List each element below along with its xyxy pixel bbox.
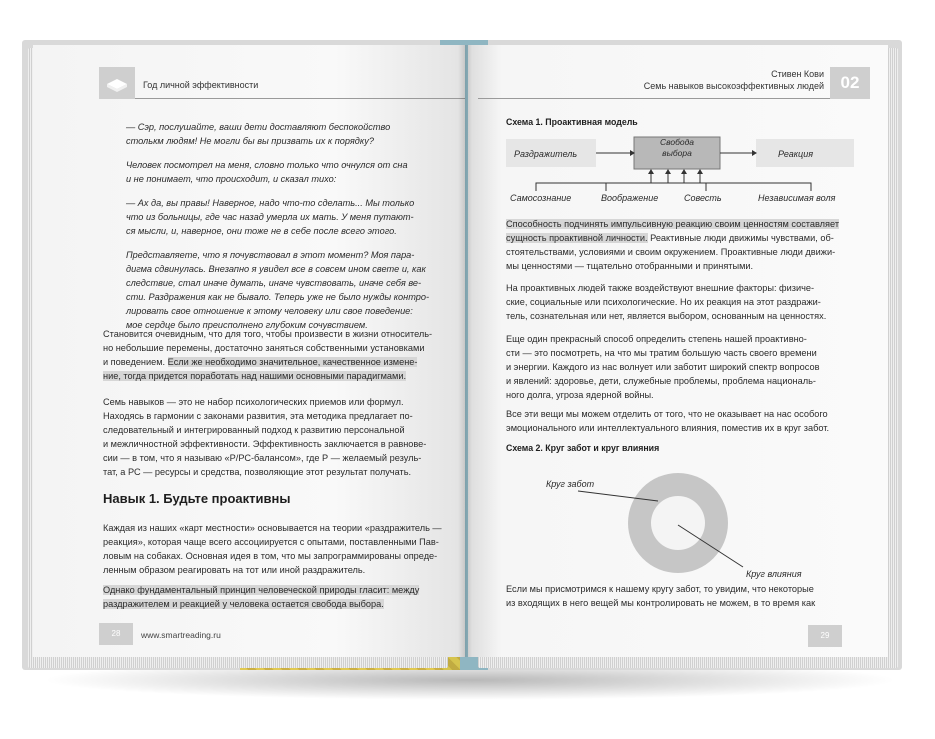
quote-line: столькм людям! Не могли бы вы призвать их к порядку? xyxy=(126,136,374,146)
text-line: Находясь в гармонии с законами развития, эта методика предлагает по- xyxy=(103,411,413,421)
paragraph-2 xyxy=(103,395,458,479)
circle-of-influence xyxy=(651,496,705,550)
left-page xyxy=(33,45,465,657)
outer-circle-label: Круг забот xyxy=(546,479,595,489)
arrow-head xyxy=(665,169,671,174)
text-line: ного долга, угроза ядерной войны. xyxy=(506,390,654,400)
quote-line: и не понимает, что происходит, и сказал тихо: xyxy=(126,174,337,184)
quote-line: ся мысли, и, наверное, они тоже не в себе после всего этого. xyxy=(126,226,397,236)
scheme-independent-will: Независимая воля xyxy=(758,193,836,203)
page-number: 29 xyxy=(808,625,842,647)
quote-block xyxy=(126,120,456,332)
header-title: Семь навыков высокоэффективных людей xyxy=(643,81,824,91)
highlighted-text: Однако фундаментальный принцип человеческой природы гласит: между xyxy=(103,585,420,595)
header-rule xyxy=(135,98,465,99)
text-line: Каждая из наших «карт местности» основывается на теории «раздражитель — xyxy=(103,523,442,533)
arrow-head xyxy=(648,169,654,174)
highlighted-text: раздражителем и реакцией у человека остается свобода выбора. xyxy=(103,599,384,609)
chapter-number: 02 xyxy=(830,67,870,99)
choice-line: Свобода xyxy=(659,137,695,147)
scheme-2-title: Схема 2. Круг забот и круг влияния xyxy=(506,443,660,453)
quote-line: — Ах да, вы правы! Наверное, надо что-то сделать... Мы только xyxy=(126,198,415,208)
text-line: тель, сознательная или нет, является выбором, основанным на ценностях. xyxy=(506,311,827,321)
paragraph-4 xyxy=(103,583,458,611)
header-author: Стивен Кови xyxy=(771,69,824,79)
page-number: 28 xyxy=(99,623,133,645)
paragraph-3 xyxy=(506,332,866,402)
right-page xyxy=(468,45,888,657)
footer-url: www.smartreading.ru xyxy=(141,630,221,640)
highlighted-text: сущность проактивной личности. xyxy=(506,233,648,243)
quote-line: дигма сдвинулась. Внезапно я увидел все в совсем ином свете и, как xyxy=(126,264,426,274)
arrow-head xyxy=(697,169,703,174)
scheme-stimulus-label: Раздражитель xyxy=(514,149,578,159)
quote-line: сти. Раздражения как не бывало. Теперь уже не было нужды контро- xyxy=(126,292,430,302)
text-line: Становится очевидным, что для того, чтобы произвести в жизни относитель- xyxy=(103,329,433,339)
book-icon xyxy=(99,67,135,99)
text-line: реакция», которая чаще всего ассоциируется с опытами, поставленными Пав- xyxy=(103,537,439,547)
text-line: и явлений: здоровье, дети, служебные проблемы, проблема националь- xyxy=(506,376,816,386)
text-line: Еще один прекрасный способ определить степень нашей проактивно- xyxy=(506,334,807,344)
scheme-choice-label xyxy=(634,137,720,159)
quote-line: мое сердце было преисполнено глубоким сочувствием. xyxy=(126,320,368,330)
text-line: мы ценностями — тщательно отобранными и принятыми. xyxy=(506,261,754,271)
text-line: ские, социальные или психологические. Но их реакция на этот раздражи- xyxy=(506,297,821,307)
text-line: следовательный и интегрированный подход к развитию персональной xyxy=(103,425,405,435)
highlighted-text: Если же необходимо значительное, качественное измене- xyxy=(167,357,418,367)
quote-line: лировать свое отношение к этому человеку или свое поведение: xyxy=(126,306,413,316)
text-span: Реактивные люди движимы чувствами, об- xyxy=(647,233,834,243)
scheme-self-awareness: Самосознание xyxy=(510,193,572,203)
text-line: Если мы присмотримся к нашему кругу забот, то увидим, что некоторые xyxy=(506,584,814,594)
header-title: Год личной эффективности xyxy=(143,80,259,90)
quote-line: Человек посмотрел на меня, словно только что очнулся от сна xyxy=(126,160,408,170)
paragraph-1 xyxy=(506,217,866,273)
quote-line: — Сэр, послушайте, ваши дети доставляют беспокойство xyxy=(126,122,391,132)
bracket-line xyxy=(536,183,811,191)
choice-line: выбора xyxy=(662,148,692,158)
quote-line: следствие, стал иначе думать, иначе чувствовать, иначе себя ве- xyxy=(126,278,422,288)
book-gutter xyxy=(458,45,472,657)
text-line: Семь навыков — это не набор психологических приемов или формул. xyxy=(103,397,404,407)
text-line: На проактивных людей также воздействуют внешние факторы: физиче- xyxy=(506,283,815,293)
text-line: Все эти вещи мы можем отделить от того, что не оказывает на нас особого xyxy=(506,409,828,419)
header-rule xyxy=(478,98,830,99)
text-line: тат, а РС — ресурсы и средства, позволяющие этот результат получать. xyxy=(103,467,412,477)
quote-line: Представляете, что я почувствовал в этот момент? Моя пара- xyxy=(126,250,415,260)
inner-circle-label: Круг влияния xyxy=(746,569,802,579)
text-line: из входящих в него вещей мы контролировать не можем, в то время как xyxy=(506,598,816,608)
section-heading: Навык 1. Будьте проактивны xyxy=(103,491,291,506)
text-line: сти — это посмотреть, на что мы тратим большую часть своего времени xyxy=(506,348,817,358)
scheme-response-label: Реакция xyxy=(778,149,814,159)
text-line: стоятельствами, условиями и своим окружением. Проактивные люди движи- xyxy=(506,247,836,257)
paragraph-3 xyxy=(103,521,458,577)
text-line: и межличностной эффективности. Эффективность заключается в равнове- xyxy=(103,439,427,449)
highlighted-text: ние, тогда придется поработать над нашими основными парадигмами. xyxy=(103,371,407,381)
text-line: ленным образом реагировать на тот или иной раздражитель. xyxy=(103,565,366,575)
text-line: ловым на собаках. Основная идея в том, что мы запрограммированы опреде- xyxy=(103,551,438,561)
text-span: и поведением. xyxy=(103,357,168,367)
paragraph-5 xyxy=(506,582,868,610)
text-line: эмоционального или интеллектуального влияния, поместив их в круг забот. xyxy=(506,423,830,433)
highlighted-text: Способность подчинять импульсивную реакцию своим ценностям составляет xyxy=(506,219,840,229)
header-icon-box xyxy=(99,67,135,99)
text-line: но небольшие перемены, достаточно заняться собственными установками xyxy=(103,343,425,353)
quote-line: что из больницы, где час назад умерла их мать. У меня путают- xyxy=(126,212,414,222)
arrow-head xyxy=(681,169,687,174)
scheme-imagination: Воображение xyxy=(601,193,659,203)
paragraph-4 xyxy=(506,407,866,435)
paragraph-1 xyxy=(103,327,458,383)
text-line: и энергии. Каждого из нас волнует или заботит широкий спектр вопросов xyxy=(506,362,820,372)
scheme-conscience: Совесть xyxy=(684,193,722,203)
scheme-1-title: Схема 1. Проактивная модель xyxy=(506,117,638,127)
text-line: сии — в том, что я называю «Р/РС-балансом», где Р — желаемый резуль- xyxy=(103,453,422,463)
paragraph-2 xyxy=(506,281,866,323)
